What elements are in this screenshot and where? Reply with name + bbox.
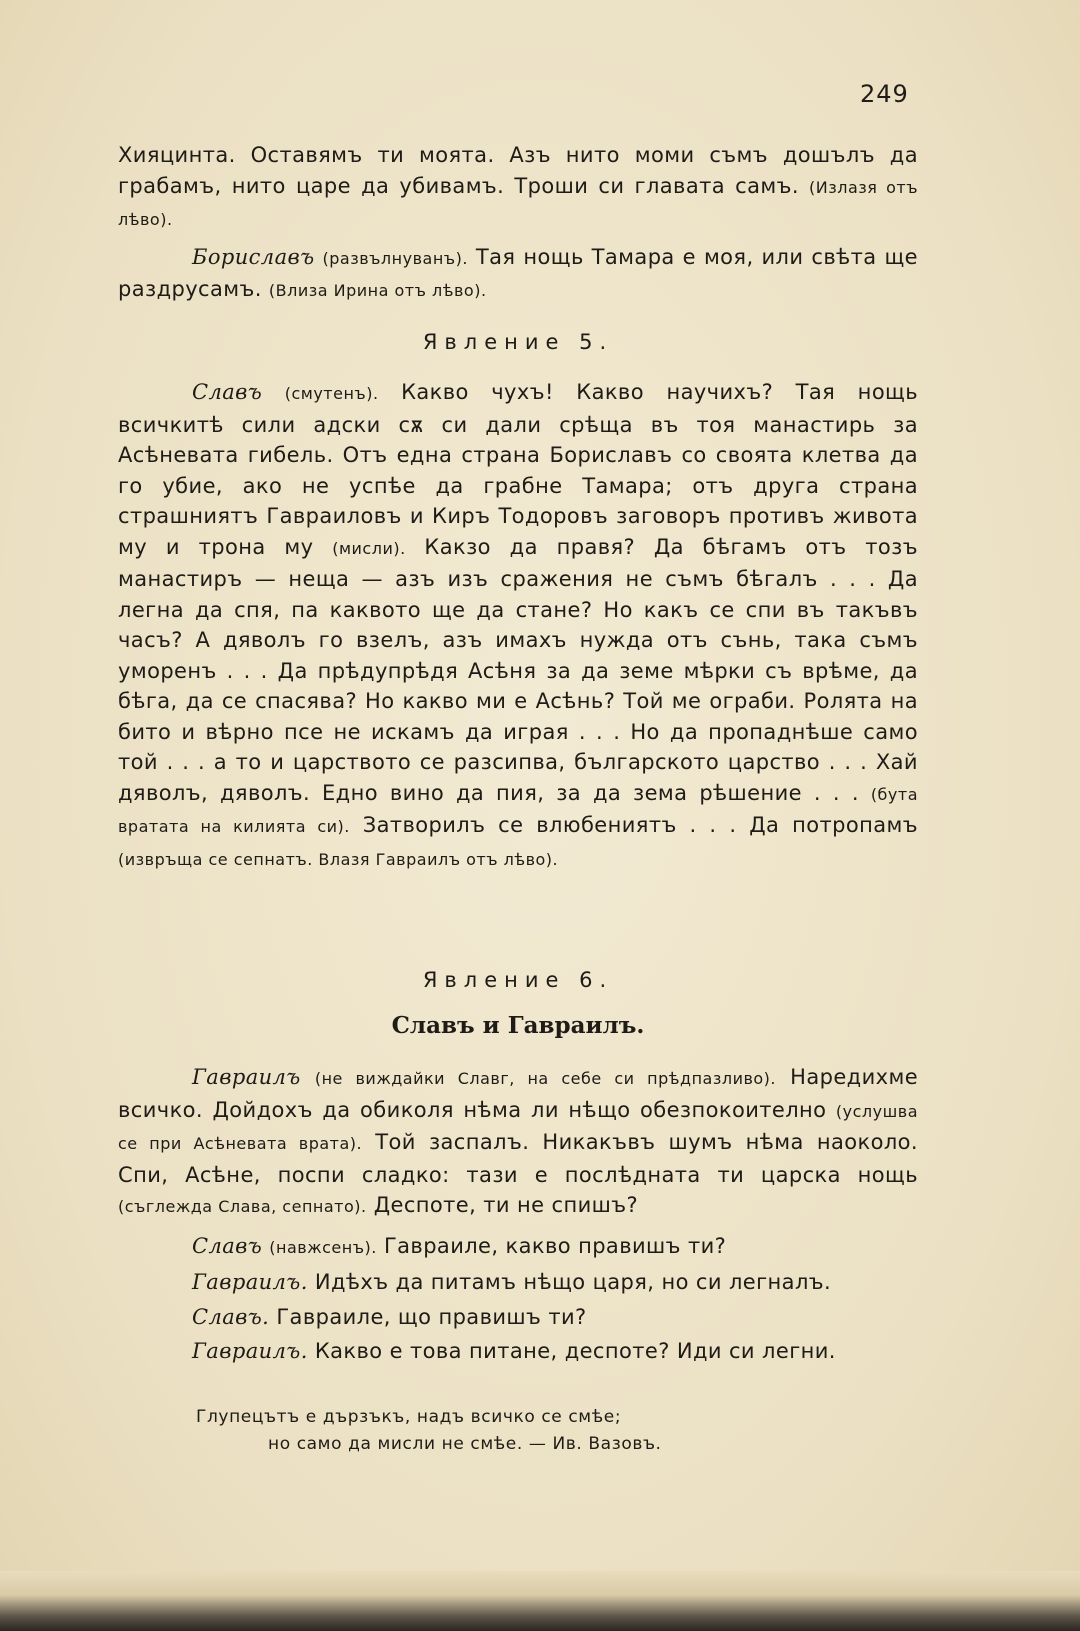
text-block-scene-6 <box>118 1062 918 1371</box>
page-bottom-edge <box>0 1571 1080 1631</box>
dialogue-text: Идѣхъ да питамъ нѣщо царя, но си легналъ. <box>314 1270 832 1294</box>
stage-direction: (навжсенъ). <box>269 1237 377 1257</box>
paragraph-text: Какзо да правя? Да бѣгамъ отъ тозъ манастиръ — неща — азъ изъ сражения не съмъ бѣгалъ . . . Да легна да спя, па каквото ще да стане? Но какъ се спи въ такъвъ часъ? А дяволъ го взелъ, азъ имахъ нужда отъ сънь, така съмъ уморенъ . . . Да прѣдупрѣдя Асѣня за да земе мѣрки съ врѣме, да бѣга, да се спасява? Но какво ми е Асѣнь? Той ме ограби. Ролята на бито и вѣрно псе не искамъ да играя . . . Но да пропаднѣше само той . . . а то и царството се разсипва, българското царство . . . Хай дяволъ, дяволъ. Едно вино да пия, за да зема рѣшение . . . <box>118 534 918 805</box>
epigraph-line: Глупецътъ е дързъкъ, надъ всичко се смѣе; <box>196 1407 622 1427</box>
stage-direction: (извръща се сепнатъ. Влазя Гавраилъ отъ лѣво). <box>118 849 559 869</box>
dialogue-line <box>118 1267 918 1298</box>
paragraph-text: Хияцинта. Оставямъ ти моята. Азъ нито моми съмъ дошълъ да грабамъ, нито царе да убивамъ. Троши си главата самъ. <box>118 143 918 198</box>
speaker-name: Славъ <box>192 380 263 404</box>
stage-direction: (услушва се при Асѣневата врата). <box>118 1101 918 1153</box>
dialogue-text: Гавраиле, що правишъ ти? <box>276 1304 587 1329</box>
speaker-name: Славъ. <box>192 1304 270 1329</box>
stage-direction: (развълнуванъ). <box>322 248 468 268</box>
stage-direction: (съглежда Слава, сепнато). <box>118 1197 367 1216</box>
dialogue-line <box>118 1302 918 1333</box>
speaker-name: Гавраилъ. <box>192 1270 308 1294</box>
epigraph-line: но само да мисли не смѣе. — Ив. Вазовъ. <box>268 1434 662 1454</box>
paragraph <box>118 140 918 236</box>
stage-direction: (Излазя отъ лѣво). <box>118 177 918 229</box>
dialogue-lines <box>118 1231 918 1367</box>
paragraph <box>118 377 918 875</box>
speaker-name: Бориславъ <box>192 244 315 269</box>
dialogue-line <box>118 1231 918 1264</box>
paragraph <box>118 1062 918 1223</box>
stage-direction: (мисли). <box>332 538 406 558</box>
stage-direction: (смутенъ). <box>284 384 379 403</box>
text-block-1 <box>118 140 918 307</box>
paragraph-text: Затворилъ се влюбениятъ . . . Да потропамъ <box>362 813 918 837</box>
speaker-name: Гавраилъ. <box>192 1339 308 1363</box>
dialogue-text: Гавраиле, какво правишъ ти? <box>383 1233 727 1258</box>
dialogue-text: Какво е това питане, деспоте? Иди си легни. <box>314 1339 836 1363</box>
scene-heading: Явление 6. <box>422 968 614 992</box>
stage-direction: (не виждайки Славг, на себе си прѣдпазливо). <box>314 1069 777 1088</box>
paragraph-text: Какво чухъ! Какво научихъ? Тая нощь всичкитѣ сили адски сѫ си дали срѣща въ тоя манастирь за Асѣневата гибель. Отъ една страна Бориславъ со своята клетва да го убие, ако не успѣе да грабне Тамара; отъ друга страна страшниятъ Гавраиловъ и Киръ Тодоровъ заговоръ противъ живота му и трона му <box>118 380 919 559</box>
paragraph-text: Деспоте, ти не спишъ? <box>373 1193 639 1217</box>
epigraph <box>196 1404 816 1458</box>
stage-direction: (бута вратата на килията си). <box>118 784 919 836</box>
paragraph <box>118 242 918 307</box>
stage-direction: (Влиза Ирина отъ лѣво). <box>268 281 487 300</box>
speaker-name: Гавраилъ <box>192 1065 301 1089</box>
text-block-scene-5 <box>118 377 918 875</box>
paragraph-text: Той заспалъ. Никакъвъ шумъ нѣма наоколо. Спи, Асѣне, поспи сладко: тази е послѣдната ти царска нощь <box>118 1130 919 1187</box>
speaker-name: Славъ <box>192 1233 263 1258</box>
paragraph-text: Наредихме всичко. Дойдохъ да обиколя нѣма ли нѣщо обезпокоително <box>118 1065 919 1122</box>
page-number: 249 <box>860 80 909 108</box>
scene-subheading: Славъ и Гавраилъ. <box>391 1012 645 1039</box>
paragraph-text: Тая нощь Тамара е моя, или свѣта ще раздрусамъ. <box>118 244 918 301</box>
dialogue-line <box>118 1336 918 1367</box>
scene-heading: Явление 5. <box>422 330 614 354</box>
